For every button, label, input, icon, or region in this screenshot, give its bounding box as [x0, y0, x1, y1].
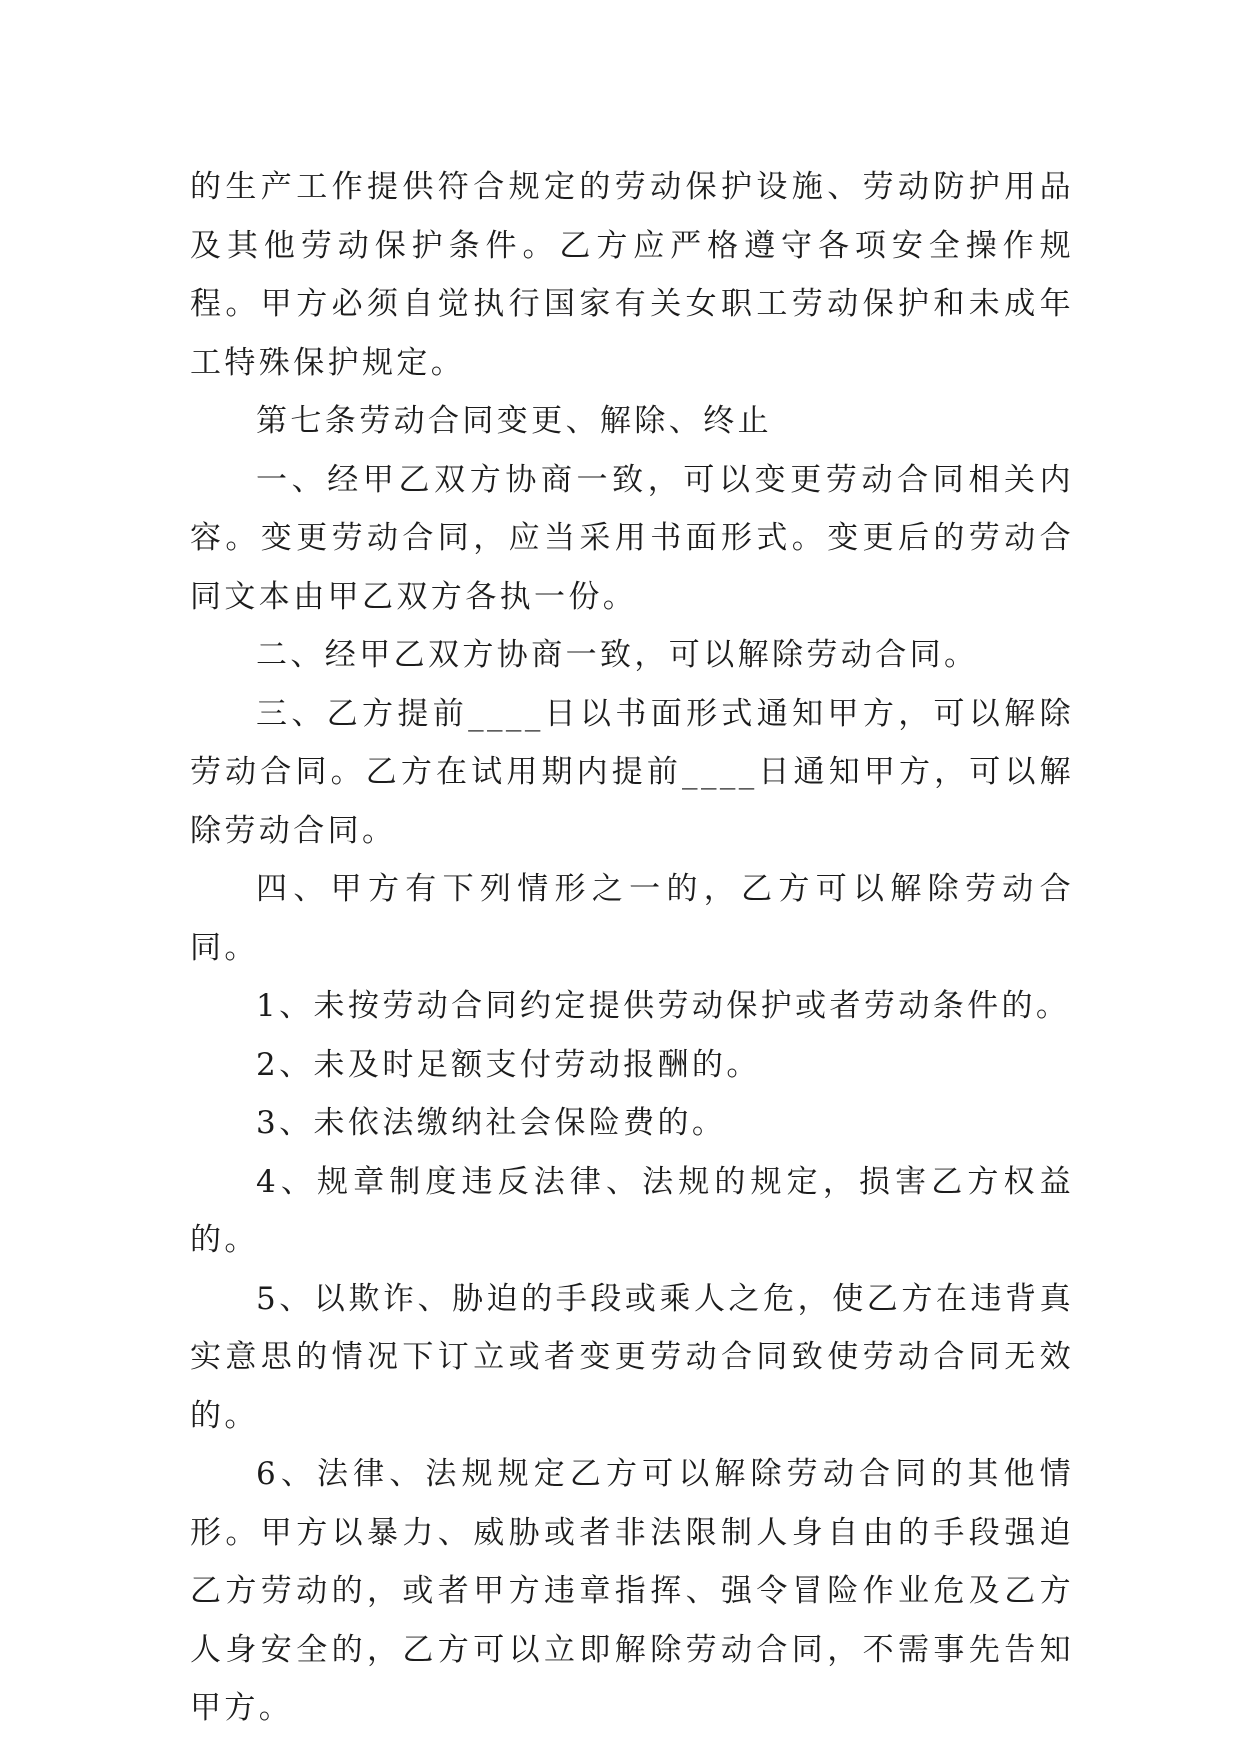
paragraph-continued: 的生产工作提供符合规定的劳动保护设施、劳动防护用品及其他劳动保护条件。乙方应严格遵守各项安全操作规程。甲方必须自觉执行国家有关女职工劳动保护和未成年工特殊保护规定。: [190, 169, 1074, 381]
list-item: 6、法律、法规规定乙方可以解除劳动合同的其他情形。甲方以暴力、威胁或者非法限制人身自由的手段强迫乙方劳动的，或者甲方违章指挥、强令冒险作业危及乙方人身安全的，乙方可以立即解除劳动合同，不需事先告知甲方。: [190, 1456, 1074, 1726]
list-item: 5、以欺诈、胁迫的手段或乘人之危，使乙方在违背真实意思的情况下订立或者变更劳动合同致使劳动合同无效的。: [190, 1280, 1074, 1434]
clause-paragraph: 四、甲方有下列情形之一的，乙方可以解除劳动合同。: [190, 871, 1074, 966]
clause-paragraph: 二、经甲乙双方协商一致，可以解除劳动合同。: [256, 637, 979, 673]
list-item: 1、未按劳动合同约定提供劳动保护或者劳动条件的。: [256, 988, 1071, 1024]
list-item: 4、规章制度违反法律、法规的规定，损害乙方权益的。: [190, 1163, 1074, 1258]
document-body: [190, 158, 1074, 1738]
list-item: 2、未及时足额支付劳动报酬的。: [256, 1046, 761, 1083]
clause-paragraph: 一、经甲乙双方协商一致，可以变更劳动合同相关内容。变更劳动合同，应当采用书面形式。变更后的劳动合同文本由甲乙双方各执一份。: [190, 461, 1074, 615]
clause-paragraph: 三、乙方提前____日以书面形式通知甲方，可以解除劳动合同。乙方在试用期内提前____日通知甲方，可以解除劳动合同。: [190, 695, 1074, 849]
list-item: 3、未依法缴纳社会保险费的。: [256, 1105, 727, 1141]
article-heading: 第七条劳动合同变更、解除、终止: [256, 403, 772, 439]
